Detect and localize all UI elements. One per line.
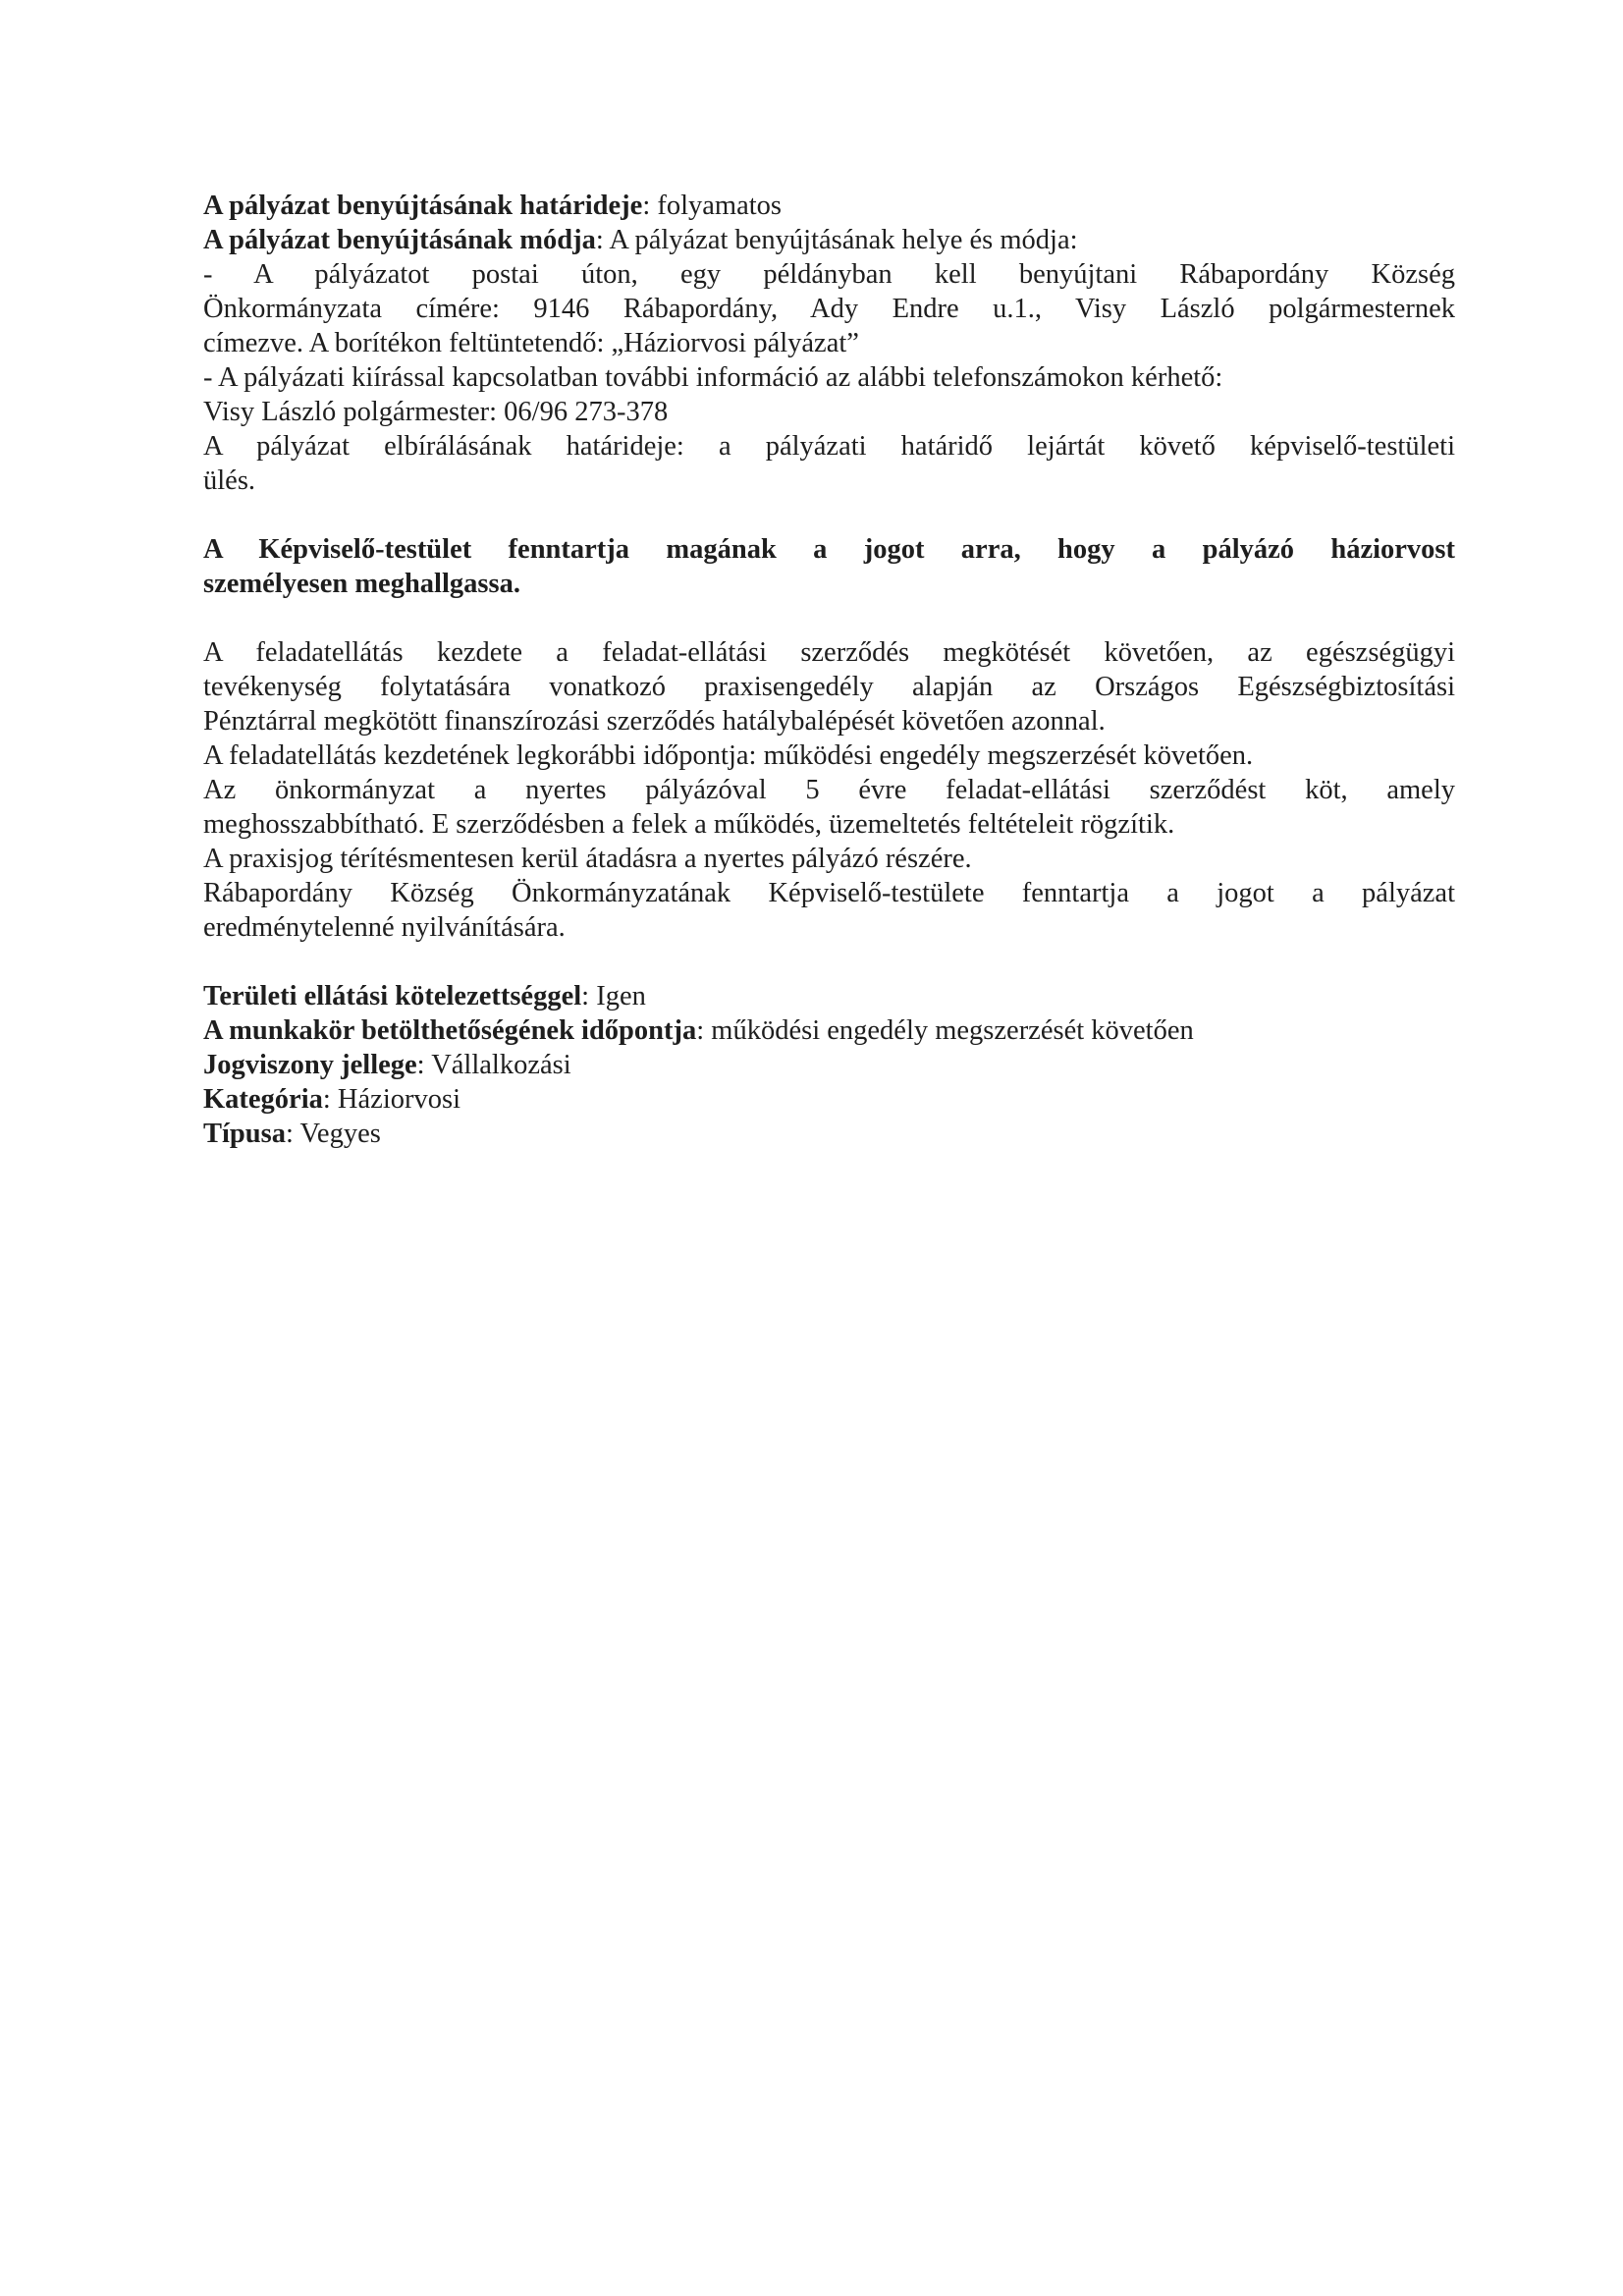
field-label: A munkakör betölthetőségének időpontja xyxy=(203,1015,697,1046)
method-value: : A pályázat benyújtásának helye és módja: xyxy=(595,225,1078,255)
spacer xyxy=(203,945,1455,979)
deadline-label: A pályázat benyújtásának határideje xyxy=(203,191,643,221)
method-line xyxy=(203,223,1455,257)
field-start-date xyxy=(203,1013,1455,1048)
document-body xyxy=(203,189,1455,1151)
field-value: : Vállalkozási xyxy=(416,1050,571,1080)
field-value: : működési engedély megszerzését követően xyxy=(696,1015,1194,1046)
evaluation-line-1: A pályázat elbírálásának határideje: a pályázati határidő lejártát követő képviselő-testületi xyxy=(203,431,1455,462)
info-line: - A pályázati kiírással kapcsolatban további információ az alábbi telefonszámokon kérhető: xyxy=(203,362,1223,393)
field-value: : Igen xyxy=(581,981,646,1011)
deadline-value: : folyamatos xyxy=(642,191,783,221)
field-territorial xyxy=(203,979,1455,1013)
deadline-line xyxy=(203,189,1455,223)
details-p3-line-2: meghosszabbítható. E szerződésben a felek a működés, üzemeltetés feltételeit rögzítik. xyxy=(203,809,1175,840)
postal-line-1: - A pályázatot postai úton, egy példányban kell benyújtani Rábapordány Község xyxy=(203,259,1455,290)
details-p5-line-2: eredménytelenné nyilvánítására. xyxy=(203,912,566,943)
field-value: : Vegyes xyxy=(285,1119,381,1149)
field-value: : Háziorvosi xyxy=(322,1084,460,1115)
spacer xyxy=(203,601,1455,635)
details-p2-line-1: A feladatellátás kezdetének legkorábbi időpontja: működési engedély megszerzését követően. xyxy=(203,740,1254,771)
details-p5-line-1: Rábapordány Község Önkormányzatának Képviselő-testülete fenntartja a jogot a pályázat xyxy=(203,878,1455,908)
contact-line: Visy László polgármester: 06/96 273-378 xyxy=(203,397,669,427)
field-category xyxy=(203,1082,1455,1117)
field-label: Típusa xyxy=(203,1119,286,1149)
details-p3-line-1: Az önkormányzat a nyertes pályázóval 5 évre feladat-ellátási szerződést köt, amely xyxy=(203,775,1455,805)
details-p1-line-1: A feladatellátás kezdete a feladat-ellátási szerződés megkötését követően, az egészségügyi xyxy=(203,637,1455,668)
evaluation-line-2: ülés. xyxy=(203,465,256,496)
field-label: Kategória xyxy=(203,1084,323,1115)
notice-line-1: A Képviselő-testület fenntartja magának a jogot arra, hogy a pályázó háziorvost xyxy=(203,534,1455,565)
details-p1-line-3: Pénztárral megkötött finanszírozási szerződés hatálybalépését követően azonnal. xyxy=(203,706,1106,737)
postal-line-3: címezve. A borítékon feltüntetendő: „Háziorvosi pályázat” xyxy=(203,328,859,358)
details-p4-line-1: A praxisjog térítésmentesen kerül átadásra a nyertes pályázó részére. xyxy=(203,844,972,874)
spacer xyxy=(203,498,1455,532)
postal-line-2: Önkormányzata címére: 9146 Rábapordány, Ady Endre u.1., Visy László polgármesternek xyxy=(203,294,1455,324)
field-label: Jogviszony jellege xyxy=(203,1050,417,1080)
details-p1-line-2: tevékenység folytatására vonatkozó praxisengedély alapján az Országos Egészségbiztosítási xyxy=(203,672,1455,702)
field-type xyxy=(203,1117,1455,1151)
field-label: Területi ellátási kötelezettséggel xyxy=(203,981,582,1011)
method-label: A pályázat benyújtásának módja xyxy=(203,225,596,255)
notice-line-2: személyesen meghallgassa. xyxy=(203,569,520,599)
field-relationship xyxy=(203,1048,1455,1082)
